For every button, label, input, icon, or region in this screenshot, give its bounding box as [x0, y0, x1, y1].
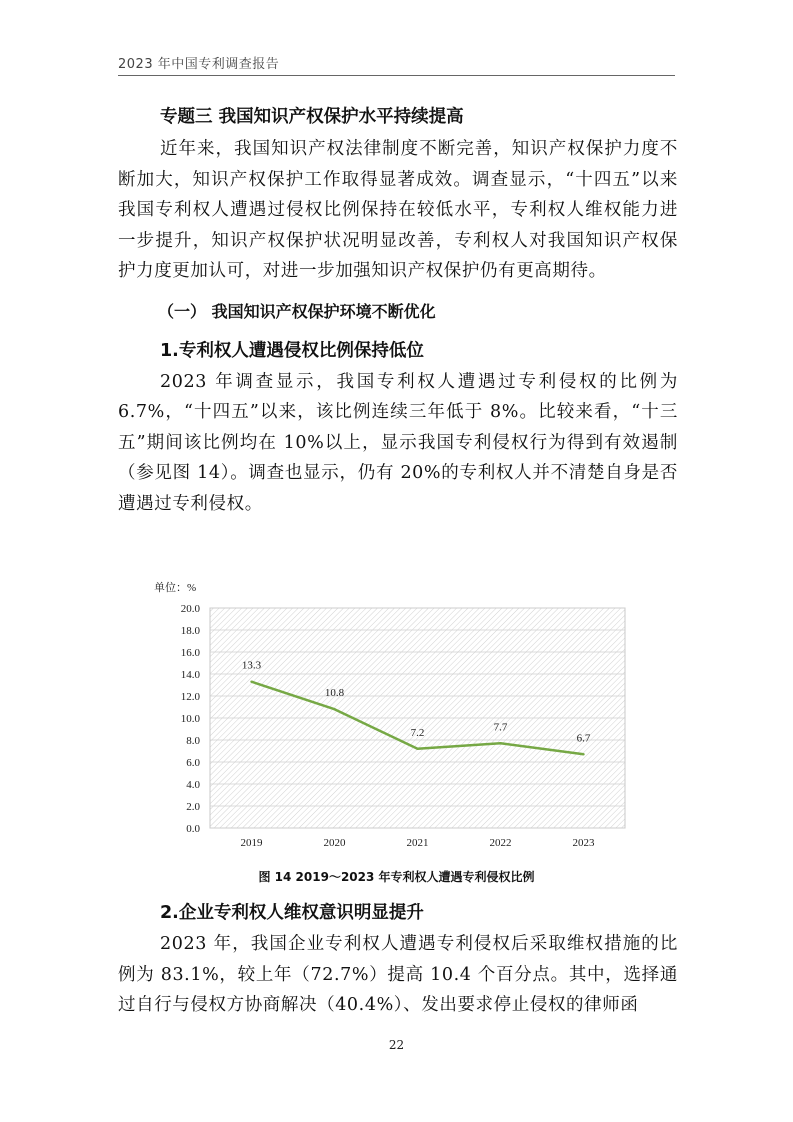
data-label: 7.2 [410, 726, 425, 739]
x-tick-label: 2021 [406, 837, 429, 849]
main-content-continued [118, 897, 678, 1021]
y-tick-label: 18.0 [180, 625, 200, 637]
unit-label: 单位：% [154, 582, 197, 594]
y-tick-label: 2.0 [186, 801, 200, 813]
subsection-paragraph-1: 2023 年调查显示，我国专利权人遭遇过专利侵权的比例为 6.7%，“十四五”以来，该比例连续三年低于 8%。比较来看，“十三五”期间该比例均在 10%以上，显示我国专利侵权行为得到有效遏制（参见图 14）。调查也显示，仍有 20%的专利权人并不清楚自身是否遭遇过专利侵权。 [118, 371, 678, 514]
data-point [333, 708, 335, 710]
y-tick-label: 12.0 [180, 691, 200, 703]
y-tick-label: 6.0 [186, 757, 200, 769]
running-header [118, 53, 675, 76]
x-tick-label: 2023 [572, 837, 595, 849]
y-tick-label: 20.0 [180, 603, 200, 615]
data-point [499, 742, 501, 744]
data-point [582, 753, 584, 755]
section-heading: （一） 我国知识产权保护环境不断优化 [158, 301, 436, 321]
header-title: 2023 年中国专利调查报告 [118, 57, 280, 72]
data-label: 7.7 [493, 721, 508, 734]
y-tick-label: 14.0 [180, 669, 200, 681]
data-label: 13.3 [241, 659, 262, 672]
subsection-heading-2: 2.企业专利权人维权意识明显提升 [160, 903, 424, 923]
subsection-paragraph-2: 2023 年，我国企业专利权人遭遇专利侵权后采取维权措施的比例为 83.1%，较上年（72.7%）提高 10.4 个百分点。其中，选择通过自行与侵权方协商解决（40.4%）、发出要求停止侵权的律师函 [118, 934, 678, 1015]
figure-14-chart [150, 575, 640, 855]
data-point [250, 681, 252, 683]
y-tick-label: 4.0 [186, 779, 200, 791]
data-point [416, 748, 418, 750]
figure-caption: 图 14 2019～2023 年专利权人遭遇专利侵权比例 [258, 870, 535, 884]
topic-heading: 专题三 我国知识产权保护水平持续提高 [160, 107, 464, 127]
data-label: 10.8 [324, 687, 345, 700]
subsection-heading-1: 1.专利权人遭遇侵权比例保持低位 [160, 340, 424, 361]
intro-paragraph: 近年来，我国知识产权法律制度不断完善，知识产权保护力度不断加大，知识产权保护工作取得显著成效。调查显示，“十四五”以来我国专利权人遭遇过侵权比例保持在较低水平，专利权人维权能力进一步提升，知识产权保护状况明显改善，专利权人对我国知识产权保护力度更加认可，对进一步加强知识产权保护仍有更高期待。 [118, 139, 678, 281]
x-tick-label: 2020 [323, 837, 346, 849]
y-tick-label: 8.0 [186, 735, 200, 747]
y-tick-label: 16.0 [180, 647, 200, 659]
data-label: 6.7 [576, 732, 591, 745]
y-tick-label: 0.0 [186, 823, 200, 835]
x-tick-label: 2019 [240, 837, 263, 849]
page-number: 22 [388, 1038, 405, 1052]
x-tick-label: 2022 [489, 837, 512, 849]
y-tick-label: 10.0 [180, 713, 200, 725]
line-chart [150, 575, 640, 855]
main-content [118, 100, 678, 519]
